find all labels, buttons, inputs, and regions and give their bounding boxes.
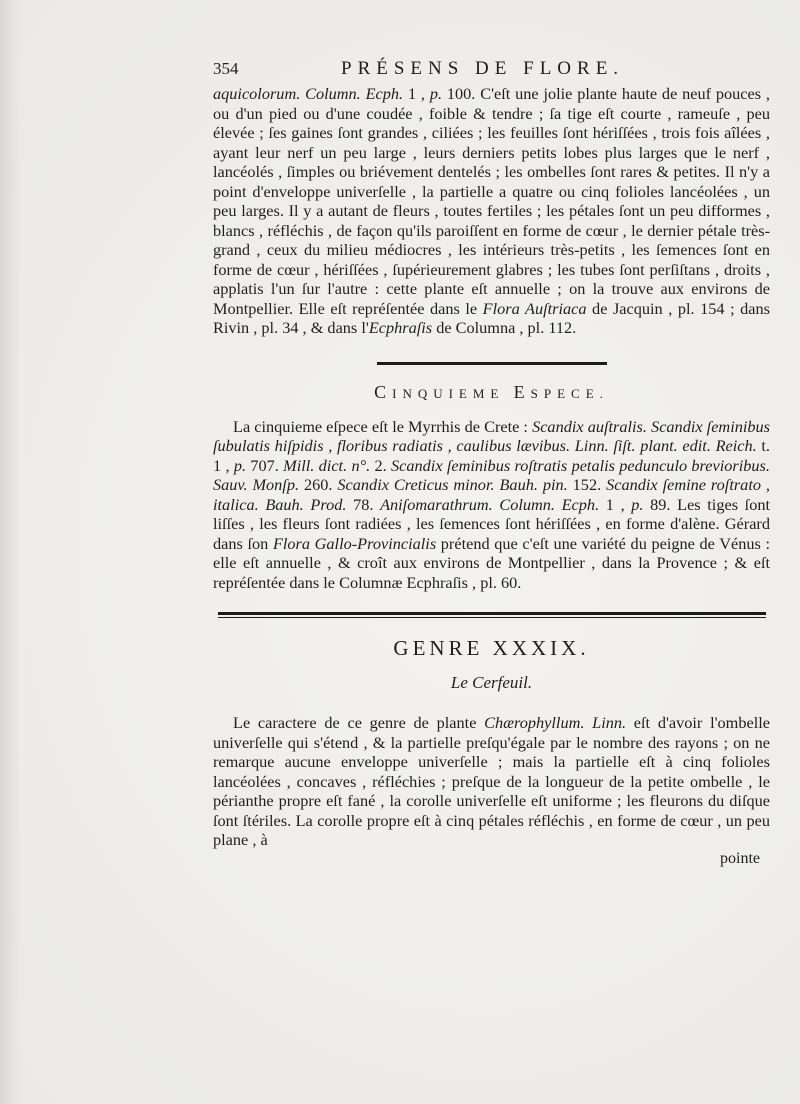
page-header [213, 58, 770, 84]
paragraph-species-description: aquicolorum. Column. Ecph. 1 , p. 100. C'eſt une jolie plante haute de neuf pouces , ou d'un pied ou d'une coudée , foible & tendre ; ſa tige eſt courte , rameuſe , peu élevée ; ſes gaines ſont grandes , ciliées ; les feuilles ſont hériſſées , trois fois aîlées , ayant leur nerf un peu large , leurs derniers petits lobes plus larges que le nerf , lancéolés , ſimples ou briévement dentelés ; les ombelles ſont rares & petites. Il n'y a point d'enveloppe univerſelle , la partielle a quatre ou cinq folioles lancéolées , un peu larges. Il y a autant de fleurs , toutes fertiles ; les pétales ſont un peu difformes , blancs , réfléchis , de façon qu'ils paroiſſent en forme de cœur , le dernier pétale très-grand , ceux du milieu médiocres , les intérieurs très-petits , les ſemences ſont en forme de cœur , hériſſées , ſupérieurement glabres ; les tubes ſont perſiſtans , droits , applatis l'un ſur l'autre : cette plante eſt annuelle ; on la trouve aux environs de Montpellier. Elle eſt repréſentée dans le Flora Auſtriaca de Jacquin , pl. 154 ; dans Rivin , pl. 34 , & dans l'Ecphraſis de Columna , pl. 112. [213, 84, 771, 337]
section-heading-word1: INQUIEME [392, 385, 505, 401]
genus-subtitle: Le Cerfeuil. [450, 673, 533, 692]
genus-title: GENRE XXXIX. [393, 636, 590, 660]
page-number: 354 [213, 59, 239, 78]
genus-divider-thin [218, 617, 766, 618]
text-column [213, 58, 770, 868]
section-heading-initial: C [374, 381, 393, 402]
section-heading-word2: SPECE. [530, 385, 609, 401]
running-head: PRÉSENS DE FLORE. [341, 58, 625, 79]
section-heading [213, 382, 770, 403]
paragraph-genus-character: Le caractere de ce genre de plante Chærophyllum. Linn. eſt d'avoir l'ombelle univerſelle qui s'étend , & la partielle preſqu'égale par le nombre des rayons ; on ne remarque aucune enveloppe univerſelle ; mais la partielle eſt à cinq folioles lancéolées , concaves , réfléchies ; preſque de la longueur de la petite ombelle , le périanthe propre eſt fané , la corolle univerſelle eſt uniforme ; les fleurons du diſque ſont ſtériles. La corolle propre eſt à cinq pétales réfléchis , en forme de cœur , un peu plane , à [213, 713, 770, 849]
section-divider [377, 362, 607, 365]
catchword: pointe [720, 849, 760, 867]
paragraph-fifth-species: La cinquieme eſpece eſt le Myrrhis de Crete : Scandix auſtralis. Scandix ſeminibus ſubulatis hiſpidis , floribus radiatis , caulibus lævibus. Linn. ſiſt. plant. edit. Reich. t. 1 , p. 707. Mill. dict. n°. 2. Scandix ſeminibus roſtratis petalis pedunculo brevioribus. Sauv. Monſp. 260. Scandix Creticus minor. Bauh. pin. 152. Scandix ſemine roſtrato , italica. Bauh. Prod. 78. Aniſomarathrum. Column. Ecph. 1 , p. 89. Les tiges ſont liſſes , les fleurs ſont radiées , les ſemences ſont hériſſées , en forme d'alène. Gérard dans ſon Flora Gallo-Provincialis prétend que c'eſt une variété du peigne de Vénus : elle eſt annuelle , & croît aux environs de Montpellier , dans la Provence ; & eſt repréſentée dans le Columnæ Ecphraſis , pl. 60. [213, 416, 771, 592]
section-heading-initial2: E [513, 381, 531, 402]
